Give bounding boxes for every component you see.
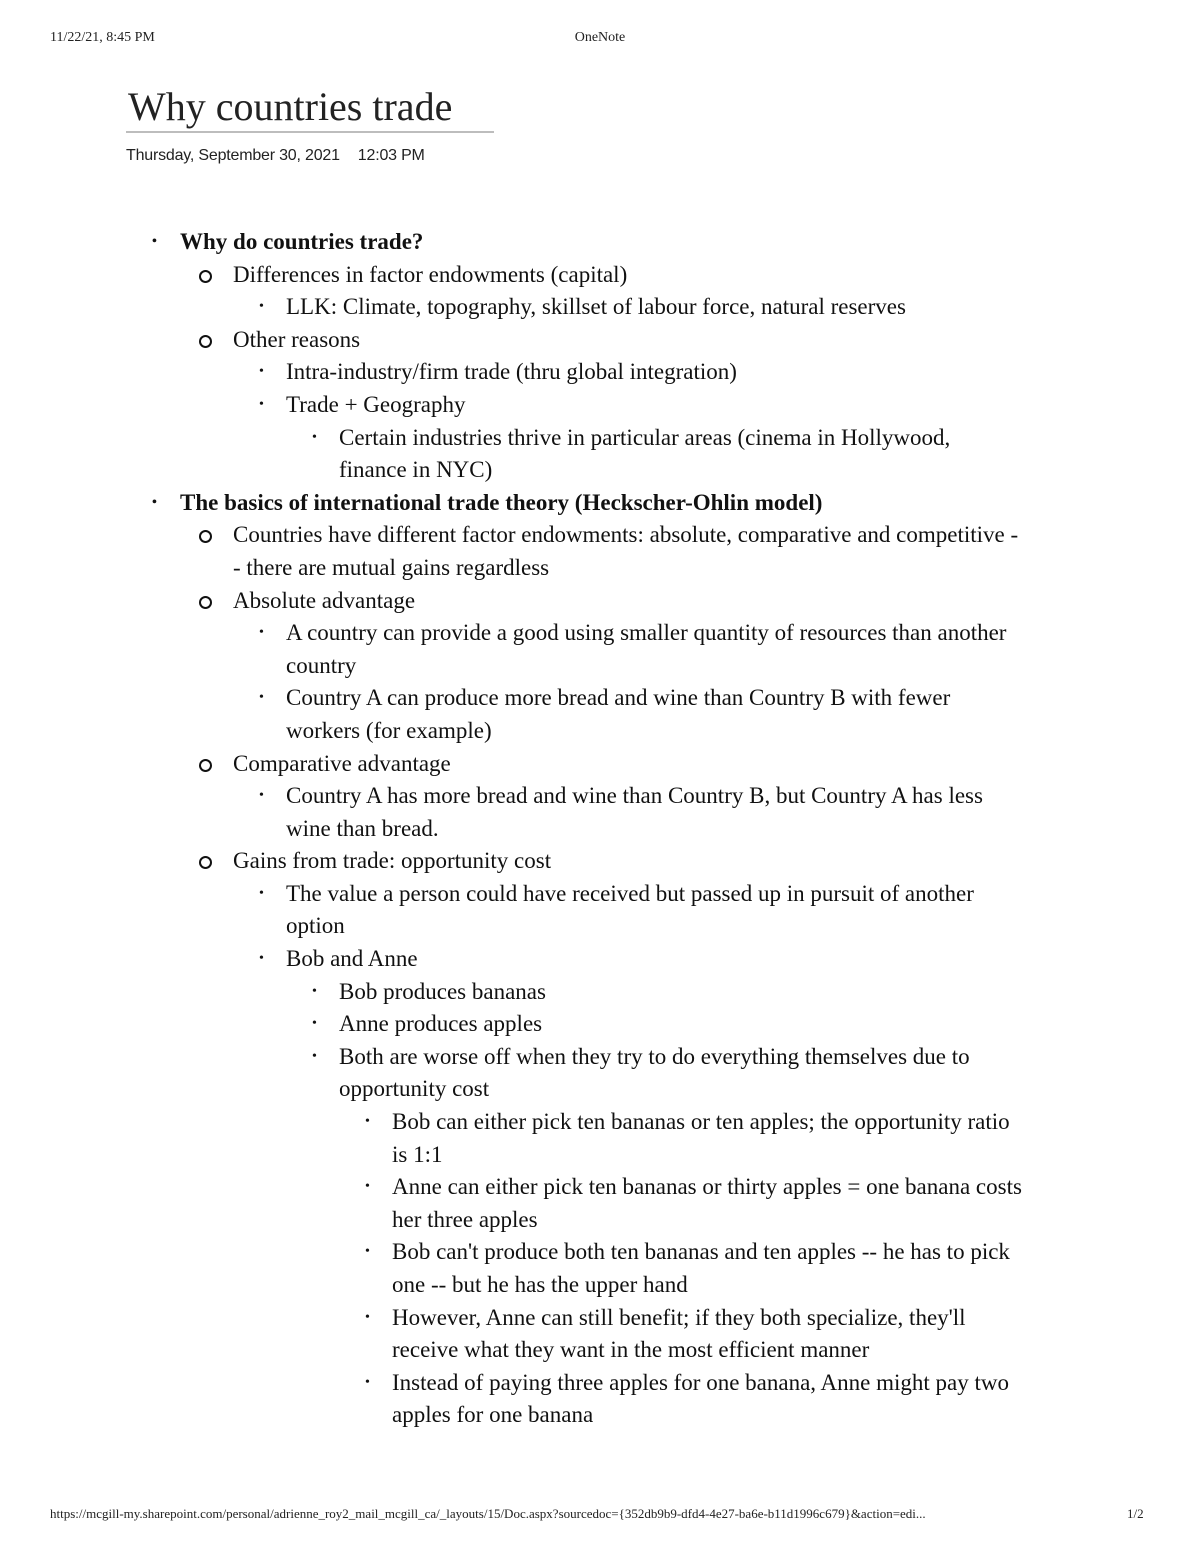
bullet-icon: • — [259, 690, 264, 706]
page-time: 12:03 PM — [357, 147, 425, 164]
outline-item-text: Anne can either pick ten bananas or thirty apples = one banana costs her three apples — [392, 1174, 1022, 1232]
hollow-circle-bullet-icon — [199, 856, 212, 869]
outline-item-text: Certain industries thrive in particular areas (cinema in Hollywood, finance in NYC) — [339, 424, 951, 483]
outline-item-level-2 — [0, 585, 1023, 618]
hollow-circle-bullet-icon — [199, 596, 212, 609]
outline-item-level-3 — [0, 389, 1023, 422]
bullet-icon: • — [152, 234, 157, 249]
outline-item-level-3 — [0, 291, 1023, 324]
bullet-icon: • — [259, 951, 264, 967]
print-timestamp: 11/22/21, 8:45 PM — [50, 30, 155, 45]
outline-item-level-5 — [0, 1106, 1023, 1171]
bullet-icon: • — [259, 625, 264, 641]
outline-item-level-1 — [0, 487, 1020, 520]
bullet-icon: • — [259, 364, 264, 380]
outline-item-text: LLK: Climate, topography, skillset of labour force, natural reserves — [286, 294, 906, 320]
outline-item-text: Bob and Anne — [286, 946, 418, 972]
outline-item-level-2 — [0, 324, 1023, 357]
outline-item-text: Why do countries trade? — [180, 229, 424, 254]
outline-item-text: Instead of paying three apples for one banana, Anne might pay two apples for one banana — [392, 1369, 1009, 1428]
bullet-icon: • — [365, 1309, 370, 1325]
outline-item-text: Trade + Geography — [286, 391, 466, 417]
hollow-circle-bullet-icon — [199, 759, 212, 772]
bullet-icon: • — [259, 396, 264, 412]
outline-item-text: Country A has more bread and wine than Country B, but Country A has less wine than bread. — [286, 783, 983, 841]
bullet-icon: • — [365, 1244, 370, 1260]
outline-item-text: Intra-industry/firm trade (thru global integration) — [286, 359, 737, 385]
hollow-circle-bullet-icon — [199, 270, 212, 283]
outline-item-text: Bob can't produce both ten bananas and ten apples -- he has to pick one -- but he has the upper hand — [392, 1239, 1010, 1297]
print-app-name: OneNote — [574, 30, 626, 45]
bullet-icon: • — [312, 1016, 317, 1032]
bullet-icon: • — [259, 299, 264, 315]
page-date: Thursday, September 30, 2021 — [126, 147, 340, 164]
outline-item-text: Absolute advantage — [233, 587, 416, 613]
bullet-icon: • — [259, 885, 264, 901]
outline-item-level-2 — [0, 519, 1023, 584]
outline-item-text: Bob produces bananas — [339, 978, 546, 1004]
bullet-icon: • — [365, 1179, 370, 1195]
outline-item-text: The value a person could have received but passed up in pursuit of another option — [286, 880, 974, 939]
outline-item-level-3 — [0, 780, 1023, 845]
bullet-icon: • — [312, 983, 317, 999]
note-outline — [0, 226, 1200, 1432]
outline-item-level-2 — [0, 845, 1023, 878]
outline-item-level-1 — [0, 226, 1020, 259]
outline-item-level-4 — [0, 1008, 1023, 1041]
outline-item-text: A country can provide a good using smaller quantity of resources than another country — [286, 620, 1007, 678]
bullet-icon: • — [152, 494, 157, 510]
outline-item-level-3 — [0, 617, 1023, 682]
outline-item-text: Bob can either pick ten bananas or ten apples; the opportunity ratio is 1:1 — [392, 1109, 1010, 1167]
hollow-circle-bullet-icon — [199, 335, 212, 348]
hollow-circle-bullet-icon — [199, 530, 212, 543]
outline-item-level-5 — [0, 1236, 1023, 1301]
outline-item-text: The basics of international trade theory (Heckscher-Ohlin model) — [180, 489, 823, 515]
outline-item-level-3 — [0, 682, 1023, 747]
outline-item-text: Gains from trade: opportunity cost — [233, 848, 552, 874]
outline-item-level-4 — [0, 422, 1023, 487]
outline-list — [0, 226, 1200, 1432]
outline-item-text: Country A can produce more bread and wine than Country B with fewer workers (for example) — [286, 685, 951, 743]
outline-item-level-5 — [0, 1302, 1023, 1367]
outline-item-text: Other reasons — [233, 326, 361, 352]
page-title: Why countries trade — [128, 84, 453, 129]
bullet-icon: • — [259, 788, 264, 804]
print-url: https://mcgill-my.sharepoint.com/personal/adrienne_roy2_mail_mcgill_ca/_layouts/15/Doc.aspx?sourcedoc={352db9b9-dfd4-4e27-ba6e-b11d1996c679}&action=edi... — [50, 1506, 926, 1521]
outline-item-level-3 — [0, 878, 1023, 943]
title-underline — [126, 131, 494, 133]
bullet-icon: • — [365, 1374, 370, 1390]
outline-item-text: However, Anne can still benefit; if they both specialize, they'll receive what they want in the most efficient manner — [392, 1304, 966, 1363]
outline-item-level-4 — [0, 976, 1023, 1009]
outline-item-level-3 — [0, 356, 1023, 389]
outline-item-level-4 — [0, 1041, 1023, 1106]
outline-item-level-2 — [0, 259, 1023, 292]
outline-item-text: Both are worse off when they try to do everything themselves due to opportunity cost — [339, 1043, 970, 1102]
outline-item-text: Differences in factor endowments (capital) — [233, 261, 628, 287]
outline-item-text: Anne produces apples — [339, 1011, 543, 1037]
print-page-number: 1/2 — [1127, 1506, 1144, 1521]
bullet-icon: • — [312, 429, 317, 445]
bullet-icon: • — [365, 1114, 370, 1130]
outline-item-level-5 — [0, 1367, 1023, 1432]
outline-item-level-2 — [0, 748, 1023, 781]
outline-item-level-5 — [0, 1171, 1023, 1236]
bullet-icon: • — [312, 1048, 317, 1064]
outline-item-level-3 — [0, 943, 1023, 976]
outline-item-text: Comparative advantage — [233, 750, 451, 776]
page-date-line — [126, 147, 425, 165]
outline-item-text: Countries have different factor endowments: absolute, comparative and competitive -- there are mutual gains regardless — [233, 522, 1019, 580]
